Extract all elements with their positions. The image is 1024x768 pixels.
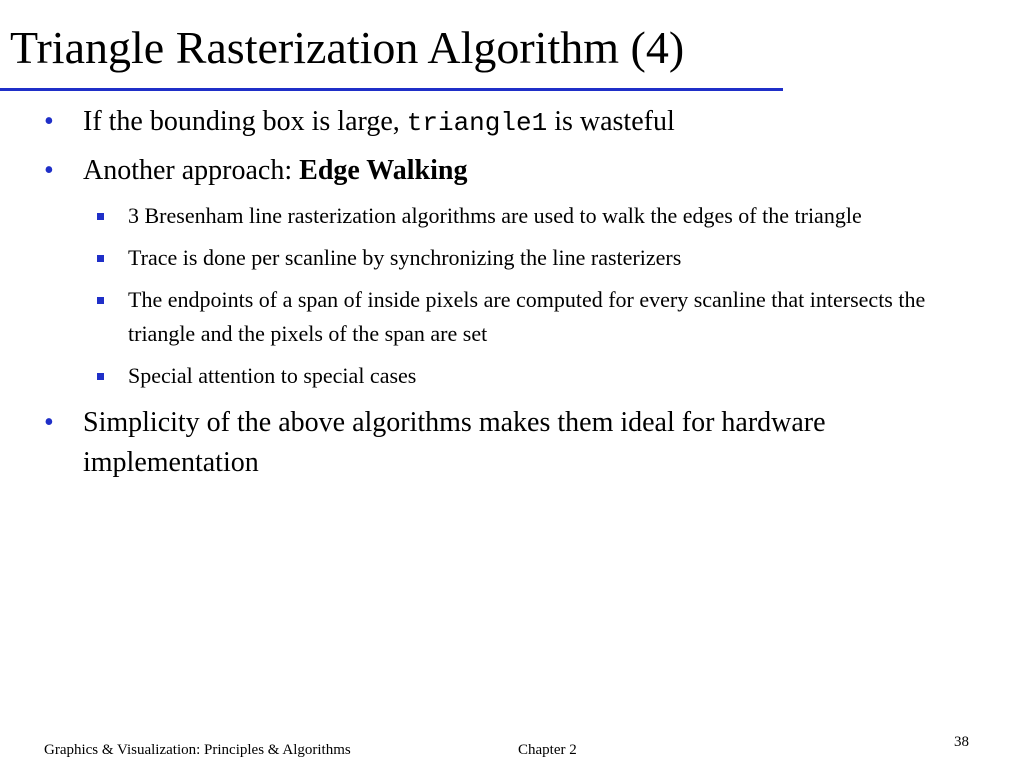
bullet-simplicity: [0, 403, 1024, 483]
bullet-marker: •: [44, 407, 54, 438]
bullet-bounding-box: [0, 102, 1024, 143]
bullet-marker: •: [44, 106, 54, 137]
subbullet-text: Special attention to special cases: [128, 363, 417, 388]
bullet-text: Simplicity of the above algorithms makes them ideal for hardware implementation: [83, 407, 826, 478]
subbullet-text: 3 Bresenham line rasterization algorithms are used to walk the edges of the triangle: [128, 203, 862, 228]
edge-walking-term: Edge Walking: [299, 155, 468, 186]
bullet-text-after: is wasteful: [547, 106, 675, 137]
slide-content: [0, 102, 1024, 483]
subbullet-trace: [0, 241, 1024, 275]
subbullet-bresenham: [0, 199, 1024, 233]
subbullet-endpoints: [0, 283, 1024, 351]
title-underline: [0, 88, 783, 91]
bullet-text-before: Another approach:: [83, 155, 300, 186]
subbullet-special-cases: [0, 359, 1024, 393]
subbullet-text: The endpoints of a span of inside pixels are computed for every scanline that intersects the triangle and the pixels of the span are set: [128, 287, 926, 346]
page-number: 38: [954, 734, 969, 750]
footer-book-title: Graphics & Visualization: Principles & Algorithms: [44, 742, 351, 758]
square-bullet-icon: [97, 297, 104, 304]
square-bullet-icon: [97, 213, 104, 220]
code-triangle1: triangle1: [406, 108, 548, 138]
bullet-edge-walking: [0, 151, 1024, 191]
bullet-text-before: If the bounding box is large,: [83, 106, 407, 137]
slide-title: Triangle Rasterization Algorithm (4): [10, 22, 685, 73]
bullet-marker: •: [44, 155, 54, 186]
square-bullet-icon: [97, 255, 104, 262]
subbullet-text: Trace is done per scanline by synchronizing the line rasterizers: [128, 245, 682, 270]
square-bullet-icon: [97, 373, 104, 380]
footer-chapter: Chapter 2: [518, 742, 577, 758]
